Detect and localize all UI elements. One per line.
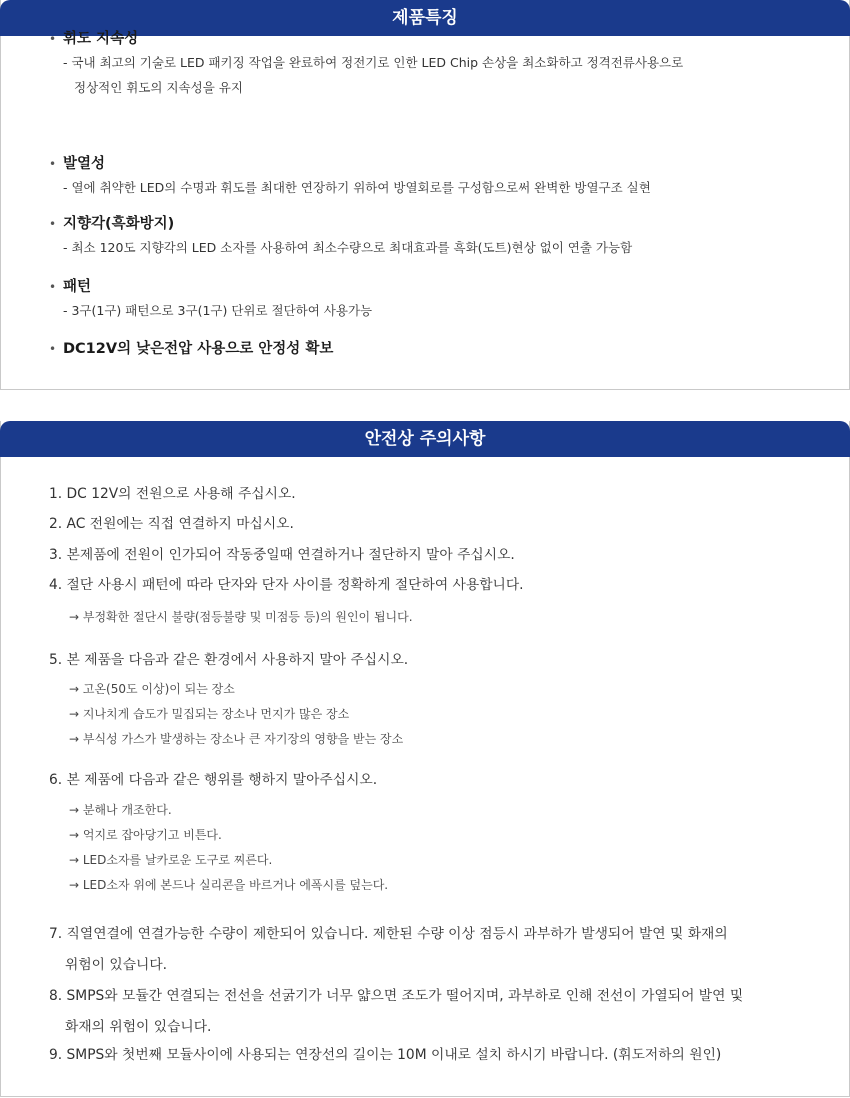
feature-item	[49, 338, 839, 360]
feature-description	[49, 235, 839, 260]
features-panel	[0, 0, 850, 390]
feature-title: 패턴	[63, 279, 92, 295]
feature-desc-line: - 열에 취약한 LED의 수명과 휘도를 최대한 연장하기 위하여 방열회로를 구성함으로써 완벽한 방열구조 실현	[63, 180, 651, 195]
feature-title: 휘도 지속성	[63, 31, 139, 47]
feature-desc-line: - 최소 120도 지향각의 LED 소자를 사용하여 최소수량으로 최대효과를 흑화(도트)현상 없이 연출 가능함	[63, 240, 633, 255]
features-header: 제품특징	[0, 0, 850, 36]
safety-item	[49, 981, 839, 1043]
safety-item-line: 화재의 위험이 있습니다.	[65, 1019, 212, 1035]
safety-item-line: 위험이 있습니다.	[65, 957, 168, 973]
safety-item: 6. 본 제품에 다음과 같은 행위를 행하지 말아주십시오.	[49, 772, 378, 788]
feature-description	[49, 50, 839, 100]
feature-desc-line: 정상적인 휘도의 지속성을 유지	[74, 80, 243, 95]
feature-title: 발열성	[63, 156, 106, 172]
feature-description	[49, 298, 839, 323]
safety-subitem: → LED소자 위에 본드나 실리콘을 바르거나 에폭시를 덮는다.	[69, 878, 389, 892]
safety-header: 안전상 주의사항	[0, 421, 850, 457]
feature-desc-line: - 국내 최고의 기술로 LED 패키징 작업을 완료하여 정전기로 인한 LED Chip 손상을 최소화하고 정격전류사용으로	[63, 55, 684, 70]
feature-title: DC12V의 낮은전압 사용으로 안정성 확보	[63, 341, 334, 357]
feature-item	[49, 153, 839, 200]
feature-item	[49, 213, 839, 260]
safety-subitem: → 억지로 잡아당기고 비튼다.	[69, 828, 222, 842]
safety-item: 1. DC 12V의 전원으로 사용해 주십시오.	[49, 486, 296, 502]
safety-item: 4. 절단 사용시 패턴에 따라 단자와 단자 사이를 정확하게 절단하여 사용합니다.	[49, 577, 524, 593]
safety-subitem: → LED소자를 날카로운 도구로 찌른다.	[69, 853, 273, 867]
safety-item: 2. AC 전원에는 직접 연결하지 마십시오.	[49, 516, 294, 532]
bullet-icon: •	[49, 217, 57, 231]
safety-subitem: → 분해나 개조한다.	[69, 803, 172, 817]
feature-item	[49, 276, 839, 323]
safety-subitem: → 부정확한 절단시 불량(점등불량 및 미점등 등)의 원인이 됩니다.	[69, 610, 413, 624]
safety-item	[49, 919, 839, 981]
bullet-icon: •	[49, 342, 57, 356]
feature-title: 지향각(흑화방지)	[63, 216, 175, 232]
safety-item: 5. 본 제품을 다음과 같은 환경에서 사용하지 말아 주십시오.	[49, 652, 409, 668]
safety-subitem: → 부식성 가스가 발생하는 장소나 큰 자기장의 영향을 받는 장소	[69, 732, 404, 746]
bullet-icon: •	[49, 157, 57, 171]
safety-item-line: 7. 직열연결에 연결가능한 수량이 제한되어 있습니다. 제한된 수량 이상 점등시 과부하가 발생되어 발연 및 화재의	[49, 926, 728, 942]
feature-item	[49, 28, 839, 100]
feature-desc-line: - 3구(1구) 패턴으로 3구(1구) 단위로 절단하여 사용가능	[63, 303, 373, 318]
bullet-icon: •	[49, 280, 57, 294]
safety-item: 9. SMPS와 첫번째 모듈사이에 사용되는 연장선의 길이는 10M 이내로 설치 하시기 바랍니다. (휘도저하의 원인)	[49, 1047, 722, 1063]
feature-description	[49, 175, 839, 200]
safety-panel	[0, 421, 850, 1097]
safety-item: 3. 본제품에 전원이 인가되어 작동중일때 연결하거나 절단하지 말아 주십시오.	[49, 547, 515, 563]
safety-item-line: 8. SMPS와 모듈간 연결되는 전선을 선굵기가 너무 얇으면 조도가 떨어지며, 과부하로 인해 전선이 가열되어 발연 및	[49, 988, 744, 1004]
safety-subitem: → 고온(50도 이상)이 되는 장소	[69, 682, 235, 696]
safety-subitem: → 지나치게 습도가 밀집되는 장소나 먼지가 많은 장소	[69, 707, 350, 721]
bullet-icon: •	[49, 32, 57, 46]
